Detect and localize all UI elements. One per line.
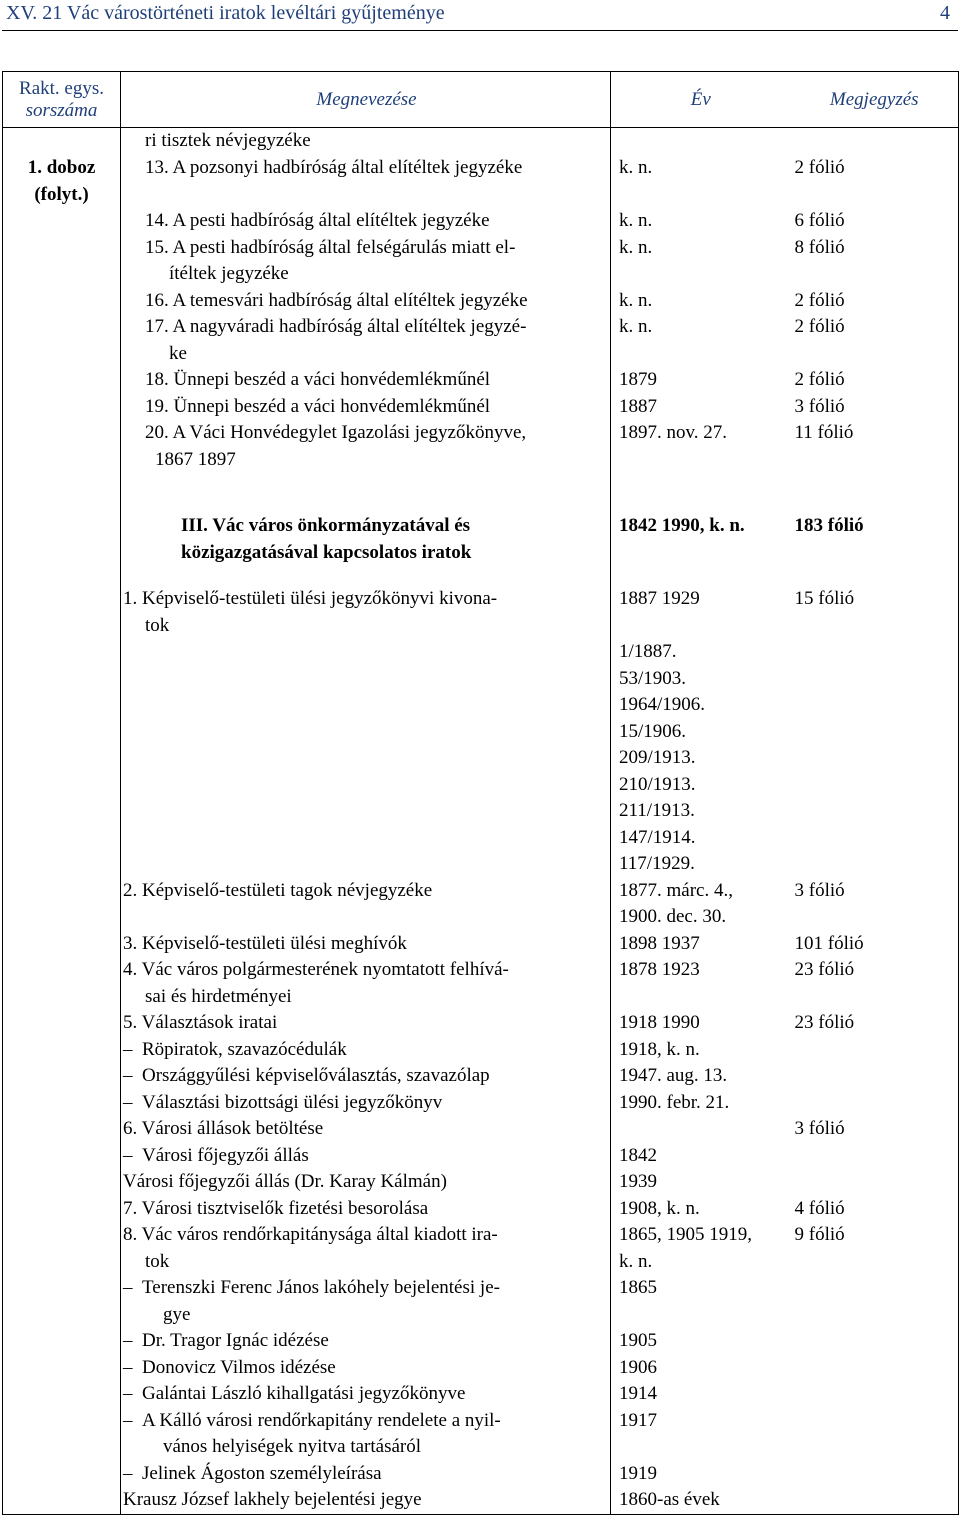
table-row — [3, 904, 959, 931]
row-box — [3, 1116, 121, 1143]
row-name-text: – A Kálló városi rendőrkapitány rendelete a nyil- — [123, 1410, 501, 1431]
section-note: 183 fólió — [794, 515, 864, 536]
section-title-line2: közigazgatásával kapcsolatos iratok — [181, 541, 472, 563]
col-header-sorszam-line1: Rakt. egys. — [19, 77, 104, 99]
row-year — [611, 261, 791, 288]
row-name — [121, 1143, 611, 1170]
row-note — [791, 1249, 959, 1276]
table-row — [3, 851, 959, 878]
row-name — [121, 666, 611, 693]
row-box — [3, 1408, 121, 1435]
row-name — [121, 1275, 611, 1302]
row-note — [791, 613, 959, 640]
row-name — [121, 586, 611, 613]
table-spacer — [3, 566, 959, 586]
row-year: k. n. — [619, 1250, 653, 1272]
table-row — [3, 692, 959, 719]
row-box — [3, 1461, 121, 1488]
table-row — [3, 772, 959, 799]
row-box — [3, 1487, 121, 1514]
row-name: ítéltek jegyzéke — [121, 261, 611, 288]
table-row — [3, 1143, 959, 1170]
row-note — [791, 772, 959, 799]
row-note: 2 fólió — [794, 289, 845, 311]
row-year: 1908, k. n. — [619, 1197, 700, 1219]
row-name — [121, 745, 611, 772]
row-name — [121, 1037, 611, 1064]
row-box — [3, 666, 121, 693]
row-name-text: tok — [145, 1250, 170, 1272]
row-year: 1906 — [619, 1356, 657, 1378]
table-row — [3, 394, 959, 421]
table-row — [3, 367, 959, 394]
row-year — [611, 984, 791, 1011]
row-note — [791, 1408, 959, 1435]
row-name: 18. Ünnepi beszéd a váci honvédemlékműnél — [121, 367, 611, 394]
table-row — [3, 1461, 959, 1488]
row-name-text: 5. Választások iratai — [123, 1012, 278, 1033]
row-name-text: – Jelinek Ágoston személyleírása — [123, 1463, 382, 1484]
row-year — [611, 613, 791, 640]
row-box — [3, 1037, 121, 1064]
row-note: 2 fólió — [794, 316, 845, 337]
row-box — [3, 904, 121, 931]
row-year: 117/1929. — [619, 853, 695, 874]
row-note — [791, 1275, 959, 1302]
row-year — [611, 128, 791, 155]
row-year: 209/1913. — [619, 747, 696, 768]
table-row — [3, 1328, 959, 1355]
table-row — [3, 1037, 959, 1064]
row-note — [791, 341, 959, 368]
row-note: 23 fólió — [794, 959, 855, 980]
row-year — [611, 341, 791, 368]
row-name-text: – Országgyűlési képviselőválasztás, szavazólap — [123, 1065, 490, 1086]
row-name — [121, 957, 611, 984]
row-name — [121, 931, 611, 958]
row-name-text: Krausz József lakhely bejelentési jegye — [123, 1489, 422, 1510]
row-box — [3, 692, 121, 719]
row-year: 1939 — [619, 1171, 657, 1192]
row-note — [791, 1302, 959, 1329]
row-note: 4 fólió — [794, 1197, 845, 1219]
row-year: 1905 — [619, 1330, 657, 1351]
row-name — [121, 1408, 611, 1435]
row-note — [791, 639, 959, 666]
row-year: 1947. aug. 13. — [619, 1065, 728, 1086]
row-name: 1867 1897 — [121, 447, 611, 474]
col-header-sorszam-line2: sorszáma — [25, 99, 98, 121]
row-name: ri tisztek névjegyzéke — [121, 128, 611, 155]
row-box — [3, 1249, 121, 1276]
row-name-text: – Választási bizottsági ülési jegyzőkönyv — [123, 1092, 442, 1113]
row-note — [791, 261, 959, 288]
row-note: 6 fólió — [794, 210, 845, 231]
row-name-text: 3. Képviselő-testületi ülési meghívók — [123, 932, 407, 954]
col-header-ev: Év — [611, 72, 791, 128]
row-year: k. n. — [619, 156, 653, 178]
row-name: 20. A Váci Honvédegylet Igazolási jegyzőkönyve, — [121, 420, 611, 447]
row-name-text: 7. Városi tisztviselők fizetési besorolása — [123, 1197, 429, 1219]
row-year: 1865 — [619, 1277, 657, 1298]
row-name-text: – Röpiratok, szavazócédulák — [123, 1039, 347, 1060]
row-year: k. n. — [619, 210, 653, 231]
table-row — [3, 288, 959, 315]
row-box — [3, 851, 121, 878]
row-name: 13. A pozsonyi hadbíróság által elítéltek jegyzéke — [121, 155, 611, 182]
col-header-megjegyzes: Megjegyzés — [791, 72, 959, 128]
table-header-row — [3, 72, 959, 128]
row-box — [3, 719, 121, 746]
table-row — [3, 420, 959, 447]
row-note: 23 fólió — [794, 1012, 855, 1033]
row-year: 1842 — [619, 1144, 657, 1166]
row-box — [3, 878, 121, 905]
row-year: 1878 1923 — [619, 959, 700, 980]
row-note — [791, 128, 959, 155]
table-row — [3, 1355, 959, 1382]
row-name — [121, 904, 611, 931]
row-note — [791, 1461, 959, 1488]
row-note — [791, 692, 959, 719]
row-name-text: vános helyiségek nyitva tartásáról — [163, 1436, 422, 1457]
row-note: 3 fólió — [794, 879, 845, 901]
row-box — [3, 1355, 121, 1382]
row-name — [121, 1487, 611, 1514]
row-name: 17. A nagyváradi hadbíróság által elítéltek jegyzé- — [121, 314, 611, 341]
table-row — [3, 1408, 959, 1435]
row-name — [121, 851, 611, 878]
row-box — [3, 639, 121, 666]
row-year: k. n. — [619, 289, 653, 311]
row-box — [3, 1090, 121, 1117]
row-name-text: 8. Vác város rendőrkapitánysága által kiadott ira- — [123, 1224, 498, 1245]
row-name — [121, 1196, 611, 1223]
row-year: 1918 1990 — [619, 1012, 700, 1033]
table-row — [3, 1196, 959, 1223]
row-year: 1887 — [619, 395, 657, 417]
row-year: 1900. dec. 30. — [619, 906, 727, 927]
table-row — [3, 613, 959, 640]
row-name: 14. A pesti hadbíróság által elítéltek jegyzéke — [121, 208, 611, 235]
row-year: 1918, k. n. — [619, 1038, 700, 1060]
row-year: 1990. febr. 21. — [619, 1091, 730, 1113]
table-row — [3, 1275, 959, 1302]
table-row — [3, 1381, 959, 1408]
row-note — [791, 904, 959, 931]
row-note: 101 fólió — [794, 932, 864, 954]
row-name — [121, 798, 611, 825]
row-note — [791, 798, 959, 825]
box-label-line2: (folyt.) — [34, 184, 89, 205]
table-row — [3, 798, 959, 825]
row-name — [121, 639, 611, 666]
row-box — [3, 613, 121, 640]
row-name: 16. A temesvári hadbíróság által elítéltek jegyzéke — [121, 288, 611, 315]
row-box — [3, 984, 121, 1011]
table-row — [3, 719, 959, 746]
row-year: 1865, 1905 1919, — [619, 1224, 752, 1245]
row-year: k. n. — [619, 236, 653, 258]
table-row — [3, 1302, 959, 1329]
row-note — [791, 1143, 959, 1170]
row-year: 1898 1937 — [619, 932, 700, 954]
row-box — [3, 931, 121, 958]
row-note — [791, 719, 959, 746]
row-year: 1964/1906. — [619, 694, 706, 715]
row-box — [3, 1143, 121, 1170]
row-note — [791, 447, 959, 474]
row-year — [611, 1116, 791, 1143]
row-name: 15. A pesti hadbíróság által felségárulás miatt el- — [121, 235, 611, 262]
section-items — [3, 586, 959, 1514]
row-name-text: 2. Képviselő-testületi tagok névjegyzéke — [123, 879, 433, 901]
row-year — [611, 1434, 791, 1461]
row-note: 3 fólió — [794, 1118, 845, 1139]
row-name-text: – Donovicz Vilmos idézése — [123, 1357, 336, 1378]
row-note — [791, 1063, 959, 1090]
row-year — [611, 447, 791, 474]
page-header-title: XV. 21 Vác várostörténeti iratok levéltári gyűjteménye — [6, 2, 445, 24]
row-name — [121, 613, 611, 640]
table-row — [3, 1487, 959, 1514]
box-label-line1: 1. doboz — [27, 157, 96, 178]
table-row — [3, 825, 959, 852]
row-note: 8 fólió — [794, 236, 845, 258]
section-title-line1: III. Vác város önkormányzatával és — [181, 515, 471, 536]
table-row — [3, 208, 959, 235]
row-name — [121, 772, 611, 799]
row-box — [3, 1196, 121, 1223]
row-year: 1860-as évek — [619, 1489, 720, 1510]
table-row — [3, 314, 959, 341]
row-year: 147/1914. — [619, 826, 696, 848]
table-spacer — [3, 473, 959, 513]
table-row — [3, 1434, 959, 1461]
row-name: 19. Ünnepi beszéd a váci honvédemlékműnél — [121, 394, 611, 421]
row-box — [3, 1010, 121, 1037]
section-year: 1842 1990, k. n. — [619, 515, 745, 536]
row-note: 2 fólió — [794, 369, 845, 390]
table-spacer — [3, 182, 959, 209]
row-name-text: Városi főjegyzői állás (Dr. Karay Kálmán) — [123, 1171, 447, 1192]
row-box — [3, 1275, 121, 1302]
row-name-text: – Városi főjegyzői állás — [123, 1145, 309, 1166]
table-row — [3, 878, 959, 905]
col-header-sorszam — [3, 72, 121, 128]
row-name-text: sai és hirdetményei — [145, 985, 292, 1007]
table-row — [3, 128, 959, 155]
row-box — [3, 1434, 121, 1461]
table-row — [3, 639, 959, 666]
row-name — [121, 878, 611, 905]
row-name-text: tok — [145, 614, 170, 636]
row-year: 1877. márc. 4., — [619, 879, 733, 901]
row-box — [3, 825, 121, 852]
row-name-text: gye — [163, 1303, 191, 1325]
table-row — [3, 155, 959, 182]
row-name — [121, 1302, 611, 1329]
row-note — [791, 1355, 959, 1382]
row-note: 2 fólió — [794, 156, 845, 178]
row-name — [121, 1355, 611, 1382]
table-row — [3, 1222, 959, 1249]
row-year: 1914 — [619, 1383, 657, 1404]
row-note: 9 fólió — [794, 1224, 845, 1245]
row-name — [121, 1169, 611, 1196]
row-name — [121, 1461, 611, 1488]
row-name — [121, 1249, 611, 1276]
table-row — [3, 235, 959, 262]
row-name-text: 4. Vác város polgármesterének nyomtatott felhívá- — [123, 959, 509, 980]
row-name-text: – Galántai László kihallgatási jegyzőkönyve — [123, 1383, 465, 1404]
row-name — [121, 1222, 611, 1249]
row-box — [3, 586, 121, 613]
row-box — [3, 1302, 121, 1329]
table-row — [3, 666, 959, 693]
row-box — [3, 1063, 121, 1090]
records-table — [2, 71, 959, 1515]
box-label — [3, 128, 121, 209]
table-row — [3, 957, 959, 984]
row-note — [791, 1434, 959, 1461]
row-box — [3, 1328, 121, 1355]
row-note: 11 fólió — [794, 422, 854, 443]
table-row — [3, 1010, 959, 1037]
row-name — [121, 1328, 611, 1355]
row-note — [791, 1487, 959, 1514]
row-note — [791, 1169, 959, 1196]
row-note — [791, 825, 959, 852]
row-year: 53/1903. — [619, 667, 687, 689]
row-box — [3, 1169, 121, 1196]
row-year: 211/1913. — [619, 800, 695, 821]
row-name — [121, 692, 611, 719]
row-box — [3, 1222, 121, 1249]
table-row — [3, 341, 959, 368]
row-year: 1/1887. — [619, 641, 677, 662]
row-name-text: – Dr. Tragor Ignác idézése — [123, 1330, 329, 1351]
table-row — [3, 931, 959, 958]
row-name-text: 1. Képviselő-testületi ülési jegyzőkönyvi kivona- — [123, 588, 498, 609]
row-note — [791, 984, 959, 1011]
row-name — [121, 1090, 611, 1117]
page-number: 4 — [940, 2, 950, 24]
section-title — [121, 513, 611, 566]
row-box — [3, 1381, 121, 1408]
row-name — [121, 1381, 611, 1408]
row-box — [3, 745, 121, 772]
row-note: 15 fólió — [794, 588, 855, 609]
table-row — [3, 1249, 959, 1276]
row-note — [791, 1090, 959, 1117]
row-year: 1887 1929 — [619, 588, 700, 609]
row-name — [121, 1010, 611, 1037]
row-note — [791, 1328, 959, 1355]
table-row — [3, 261, 959, 288]
section-row — [3, 513, 959, 566]
table-row — [3, 586, 959, 613]
row-name — [121, 719, 611, 746]
table-row — [3, 1090, 959, 1117]
row-name — [121, 1063, 611, 1090]
row-note — [791, 745, 959, 772]
row-note — [791, 666, 959, 693]
table-row — [3, 1116, 959, 1143]
row-year: 15/1906. — [619, 720, 687, 742]
row-year: 1919 — [619, 1462, 657, 1484]
row-note — [791, 1381, 959, 1408]
row-year: k. n. — [619, 316, 653, 337]
row-name — [121, 825, 611, 852]
row-name-text: 6. Városi állások betöltése — [123, 1118, 324, 1139]
row-name: ke — [121, 341, 611, 368]
table-row — [3, 984, 959, 1011]
row-year: 210/1913. — [619, 773, 696, 795]
row-name — [121, 984, 611, 1011]
row-note — [791, 851, 959, 878]
row-year — [611, 1302, 791, 1329]
row-name-text: – Terenszki Ferenc János lakóhely bejelentési je- — [123, 1277, 500, 1298]
row-year: 1897. nov. 27. — [619, 422, 728, 443]
row-year: 1917 — [619, 1409, 657, 1431]
row-name — [121, 1116, 611, 1143]
table-row — [3, 1063, 959, 1090]
page-header — [2, 0, 958, 31]
row-box — [3, 798, 121, 825]
table-row — [3, 447, 959, 474]
row-name — [121, 1434, 611, 1461]
col-header-megnevezes: Megnevezése — [121, 72, 611, 128]
row-box — [3, 957, 121, 984]
row-note: 3 fólió — [794, 395, 845, 417]
row-box — [3, 772, 121, 799]
row-year: 1879 — [619, 369, 657, 390]
table-row — [3, 745, 959, 772]
row-note — [791, 1037, 959, 1064]
table-row — [3, 1169, 959, 1196]
